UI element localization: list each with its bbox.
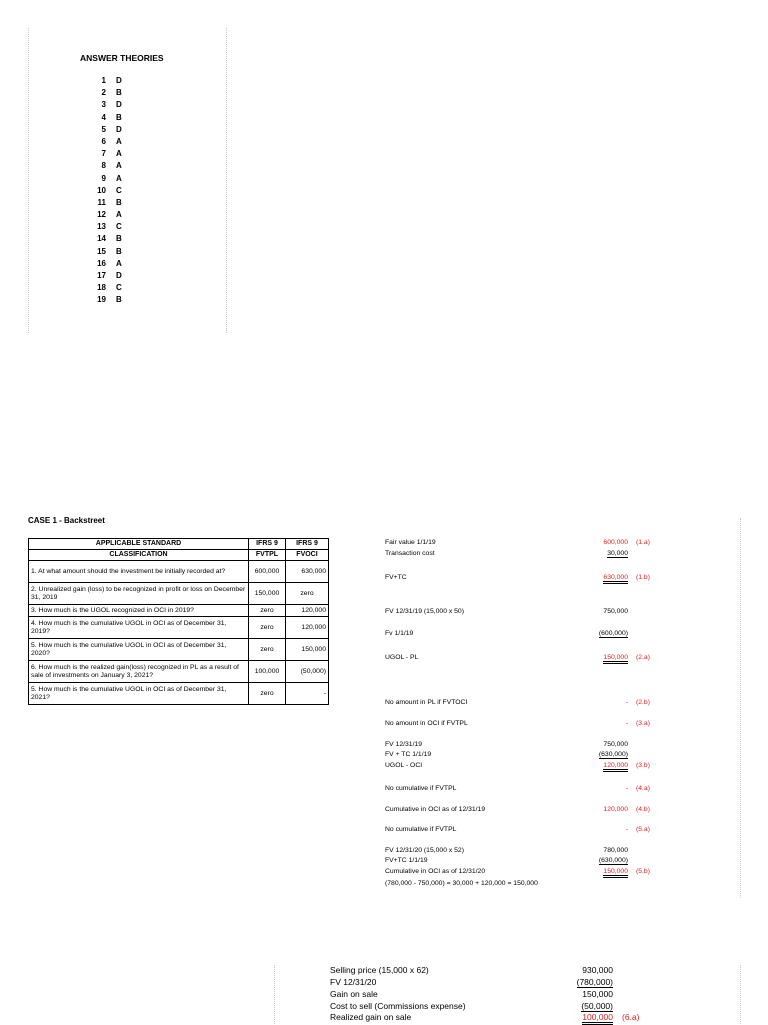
question-text: 5. How much is the cumulative UGOL in OCI as of December 31, 2020? bbox=[29, 639, 249, 661]
answer-list bbox=[86, 76, 146, 308]
answer-letter: B bbox=[116, 88, 122, 98]
answer-ref: (1.a) bbox=[636, 539, 650, 546]
answer-number: 10 bbox=[97, 185, 106, 195]
calc-value: 750,000 bbox=[603, 741, 628, 748]
answers-title: ANSWER THEORIES bbox=[80, 53, 164, 63]
list-item bbox=[86, 76, 146, 88]
page-guide-line bbox=[226, 28, 227, 333]
fvoci-value: 150,000 bbox=[286, 639, 329, 661]
table-header-classification: CLASSIFICATION bbox=[29, 550, 249, 561]
calc-value-text: 150,000 bbox=[603, 868, 628, 878]
answer-ref: (4.a) bbox=[636, 785, 650, 792]
answer-number: 11 bbox=[97, 197, 106, 207]
question-text: 3. How much is the UGOL recognized in OCI in 2019? bbox=[29, 605, 249, 617]
list-item bbox=[86, 222, 146, 234]
fvtpl-value: 600,000 bbox=[249, 561, 286, 583]
list-item bbox=[86, 210, 146, 222]
calc-value bbox=[568, 654, 628, 661]
answer-number: 14 bbox=[97, 234, 106, 244]
calc-value bbox=[568, 868, 628, 875]
list-item bbox=[86, 88, 146, 100]
calc-value-text: (630,000) bbox=[598, 857, 628, 864]
fvoci-value: - bbox=[286, 683, 329, 705]
fvtpl-value: zero bbox=[249, 605, 286, 617]
fvtpl-value: zero bbox=[249, 683, 286, 705]
table-row bbox=[29, 583, 329, 605]
calc-value-text: 630,000 bbox=[603, 574, 628, 584]
table-row bbox=[29, 661, 329, 683]
table-row bbox=[29, 639, 329, 661]
table-header-fvtpl-standard: IFRS 9 bbox=[249, 539, 286, 550]
answer-number: 2 bbox=[101, 88, 106, 98]
sale-value: 150,000 bbox=[582, 989, 613, 999]
table-row bbox=[29, 561, 329, 583]
case-title: CASE 1 - Backstreet bbox=[28, 516, 105, 525]
answer-letter: D bbox=[116, 271, 122, 280]
list-item bbox=[86, 271, 146, 283]
calc-value bbox=[568, 574, 628, 581]
answer-letter: A bbox=[116, 173, 122, 183]
fvtpl-value: zero bbox=[249, 617, 286, 639]
answer-number: 8 bbox=[101, 161, 106, 171]
answer-number: 12 bbox=[97, 210, 106, 220]
question-text: 5. How much is the cumulative UGOL in OCI as of December 31, 2021? bbox=[29, 683, 249, 705]
answer-number: 16 bbox=[97, 258, 106, 268]
calc-label: FV + TC 1/1/19 bbox=[385, 751, 432, 758]
list-item bbox=[86, 149, 146, 161]
list-item bbox=[86, 125, 146, 137]
calc-label: No cumulative if FVTPL bbox=[385, 826, 457, 833]
calc-value: - bbox=[625, 785, 628, 792]
calc-value-text: 30,000 bbox=[607, 550, 628, 557]
answer-number: 6 bbox=[101, 136, 106, 146]
answer-ref: (3.b) bbox=[636, 762, 650, 769]
answer-number: 4 bbox=[101, 112, 106, 122]
fvtpl-value: zero bbox=[249, 639, 286, 661]
answer-letter: C bbox=[116, 283, 122, 293]
table-header-fvtpl: FVTPL bbox=[249, 550, 286, 561]
list-item bbox=[86, 247, 146, 259]
question-text: 4. How much is the cumulative UGOL in OCI as of December 31, 2019? bbox=[29, 617, 249, 639]
calc-value bbox=[568, 630, 628, 637]
fvtpl-value: 100,000 bbox=[249, 661, 286, 683]
answer-letter: B bbox=[116, 234, 122, 244]
list-item bbox=[86, 174, 146, 186]
calc-value: 600,000 bbox=[603, 539, 628, 546]
calc-label: FV+TC bbox=[385, 574, 407, 581]
calc-label: No cumulative if FVTPL bbox=[385, 785, 457, 792]
calc-value: 750,000 bbox=[603, 608, 628, 615]
answer-letter: B bbox=[116, 246, 122, 256]
answer-number: 5 bbox=[101, 124, 106, 134]
calc-label: No amount in PL if FVTOCI bbox=[385, 699, 468, 706]
list-item bbox=[86, 100, 146, 112]
table-header-fvoci-standard: IFRS 9 bbox=[286, 539, 329, 550]
calc-value-text: (600,000) bbox=[598, 630, 628, 637]
list-item bbox=[86, 113, 146, 125]
list-item bbox=[86, 137, 146, 149]
fvoci-value: 630,000 bbox=[286, 561, 329, 583]
calc-label: Fv 1/1/19 bbox=[385, 630, 414, 637]
answer-number: 17 bbox=[97, 271, 106, 280]
page-guide-line bbox=[28, 28, 29, 333]
answer-letter: A bbox=[116, 258, 122, 268]
sale-value bbox=[553, 1012, 613, 1022]
sale-label: Selling price (15,000 x 62) bbox=[330, 965, 429, 975]
answer-letter: B bbox=[116, 295, 122, 305]
question-text: 2. Unrealized gain (loss) to be recognized in profit or loss on December 31, 2019 bbox=[29, 583, 249, 605]
calc-value: - bbox=[625, 720, 628, 727]
answer-letter: A bbox=[116, 136, 122, 146]
calc-label: Transaction cost bbox=[385, 550, 435, 557]
calc-label: UGOL - PL bbox=[385, 654, 419, 661]
calc-value: 120,000 bbox=[603, 806, 628, 813]
answer-ref: (4.b) bbox=[636, 806, 650, 813]
sale-value bbox=[553, 977, 613, 987]
calc-label: Cumulative in OCI as of 12/31/19 bbox=[385, 806, 486, 813]
calc-label: (780,000 - 750,000) = 30,000 + 120,000 = 150,000 bbox=[385, 880, 538, 887]
calc-label: FV+TC 1/1/19 bbox=[385, 857, 428, 864]
answer-number: 3 bbox=[101, 100, 106, 110]
calc-label: Fair value 1/1/19 bbox=[385, 539, 436, 546]
answer-number: 18 bbox=[97, 283, 106, 293]
list-item bbox=[86, 259, 146, 271]
calc-value bbox=[568, 857, 628, 864]
sale-label: Gain on sale bbox=[330, 989, 378, 999]
answer-number: 7 bbox=[101, 149, 106, 159]
fvoci-value: 120,000 bbox=[286, 605, 329, 617]
table-header-fvoci: FVOCI bbox=[286, 550, 329, 561]
answer-ref: (6.a) bbox=[622, 1012, 640, 1022]
answer-ref: (5.b) bbox=[636, 868, 650, 875]
calc-value bbox=[568, 550, 628, 557]
list-item bbox=[86, 198, 146, 210]
question-text: 6. How much is the realized gain(loss) recognized in PL as a result of sale of investments on January 3, 2021? bbox=[29, 661, 249, 683]
calc-label: No amount in OCI if FVTPL bbox=[385, 720, 468, 727]
answer-letter: C bbox=[116, 222, 122, 232]
calc-label: Cumulative in OCI as of 12/31/20 bbox=[385, 868, 486, 875]
calc-value: - bbox=[625, 699, 628, 706]
answer-letter: A bbox=[116, 210, 122, 220]
calc-value: 780,000 bbox=[603, 847, 628, 854]
answer-letter: D bbox=[116, 76, 122, 85]
answer-letter: D bbox=[116, 100, 122, 110]
sale-value-text: 100,000 bbox=[582, 1012, 613, 1025]
sale-value bbox=[553, 1001, 613, 1011]
answer-number: 13 bbox=[97, 222, 106, 232]
sale-label: Cost to sell (Commissions expense) bbox=[330, 1001, 466, 1011]
answer-ref: (2.a) bbox=[636, 654, 650, 661]
answer-letter: A bbox=[116, 161, 122, 171]
sale-value-text: (780,000) bbox=[576, 977, 613, 987]
fvtpl-value: 150,000 bbox=[249, 583, 286, 605]
calc-value bbox=[568, 751, 628, 758]
table-row bbox=[29, 617, 329, 639]
page-guide-line bbox=[740, 518, 741, 898]
list-item bbox=[86, 295, 146, 307]
calc-label: FV 12/31/20 (15,000 x 52) bbox=[385, 847, 464, 854]
calc-label: FV 12/31/19 (15,000 x 50) bbox=[385, 608, 464, 615]
answer-ref: (1.b) bbox=[636, 574, 650, 581]
answer-ref: (3.a) bbox=[636, 720, 650, 727]
fvoci-value: 120,000 bbox=[286, 617, 329, 639]
list-item bbox=[86, 234, 146, 246]
answer-ref: (5.a) bbox=[636, 826, 650, 833]
answer-letter: D bbox=[116, 124, 122, 134]
answer-number: 19 bbox=[97, 295, 106, 305]
sale-label: Realized gain on sale bbox=[330, 1012, 412, 1022]
table-row bbox=[29, 605, 329, 617]
list-item bbox=[86, 283, 146, 295]
sale-label: FV 12/31/20 bbox=[330, 977, 377, 987]
fvoci-value: zero bbox=[286, 583, 329, 605]
table-header-standard: APPLICABLE STANDARD bbox=[29, 539, 249, 550]
list-item bbox=[86, 186, 146, 198]
calc-value: - bbox=[625, 826, 628, 833]
answer-number: 9 bbox=[101, 173, 106, 183]
sale-value-text: (50,000) bbox=[581, 1001, 613, 1011]
page-guide-line bbox=[740, 965, 741, 1024]
table-row bbox=[29, 683, 329, 705]
fvoci-value: (50,000) bbox=[286, 661, 329, 683]
answer-number: 15 bbox=[97, 246, 106, 256]
answer-ref: (2.b) bbox=[636, 699, 650, 706]
list-item bbox=[86, 161, 146, 173]
calc-value bbox=[568, 762, 628, 769]
question-text: 1. At what amount should the investment be initially recorded at? bbox=[29, 561, 249, 583]
answer-number: 1 bbox=[101, 76, 106, 85]
answer-letter: A bbox=[116, 149, 122, 159]
calc-label: FV 12/31/19 bbox=[385, 741, 423, 748]
calc-value-text: 150,000 bbox=[603, 654, 628, 664]
sale-value: 930,000 bbox=[582, 965, 613, 975]
answer-letter: C bbox=[116, 185, 122, 195]
calc-value-text: 120,000 bbox=[603, 762, 628, 772]
questions-table bbox=[28, 538, 329, 705]
calc-value-text: (630,000) bbox=[598, 751, 628, 758]
calc-label: UGOL - OCI bbox=[385, 762, 423, 769]
page-guide-line bbox=[274, 965, 275, 1024]
answer-letter: B bbox=[116, 197, 122, 207]
answer-letter: B bbox=[116, 112, 122, 122]
